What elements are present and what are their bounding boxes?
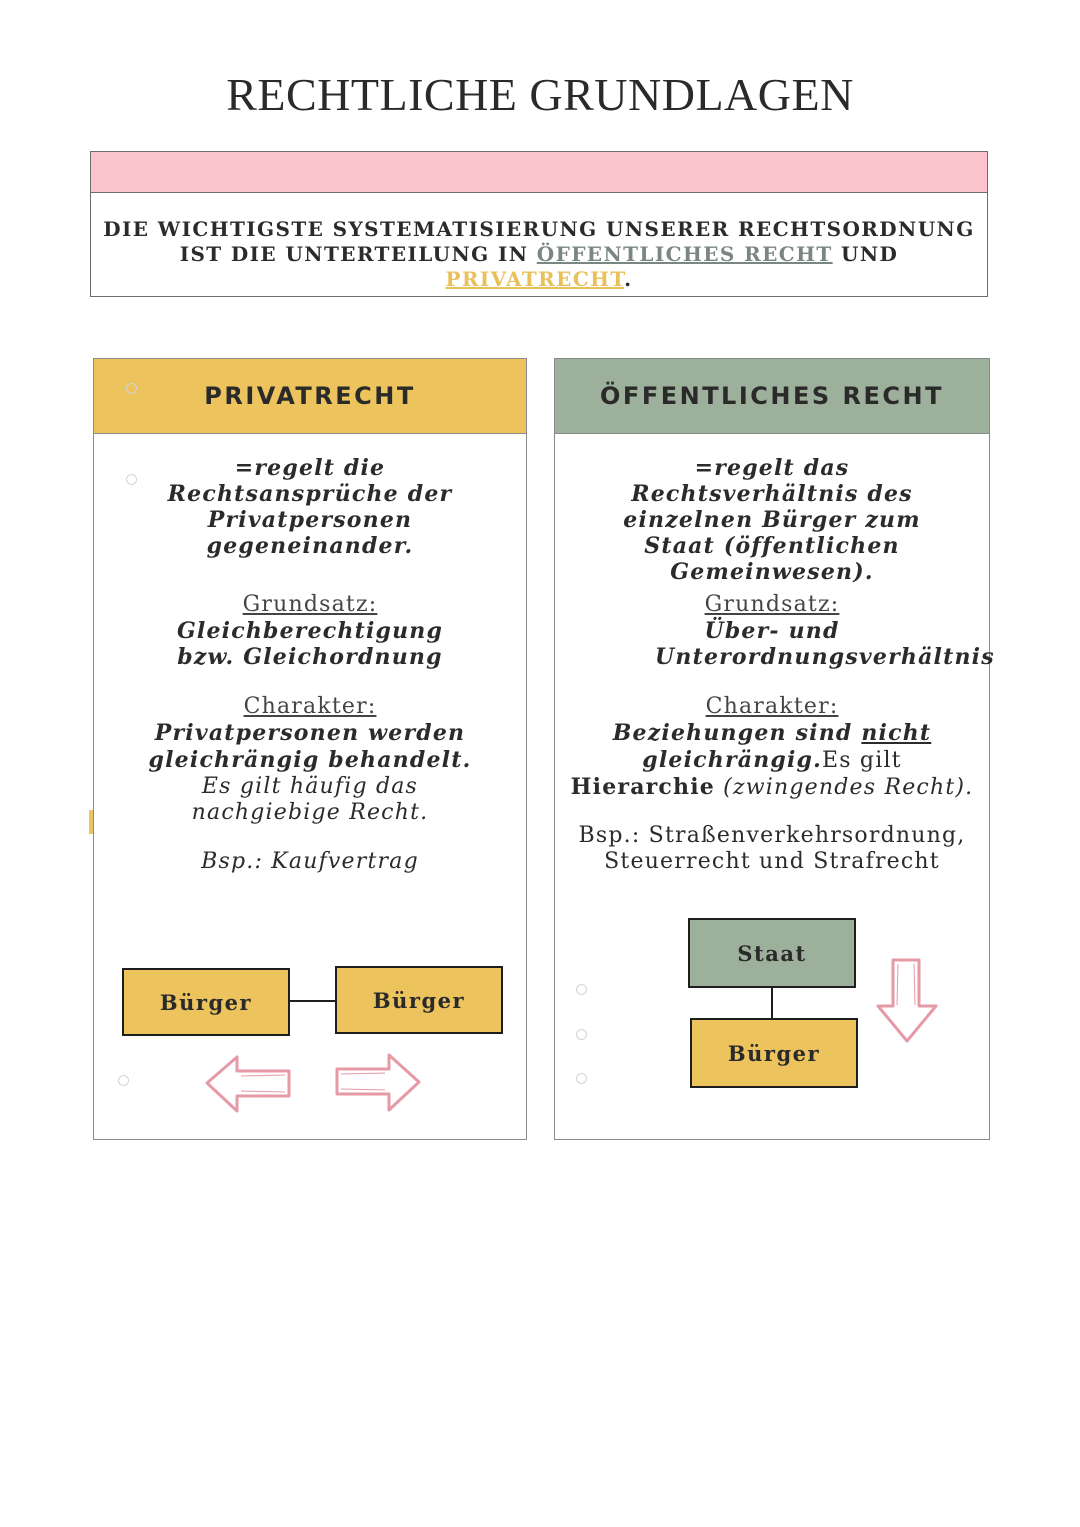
charakter-nicht: nicht [861, 720, 932, 746]
arrow-left-icon [205, 1054, 295, 1114]
privatrecht-beispiel: Bsp.: Kaufvertrag [201, 849, 419, 874]
arrow-down-icon [876, 958, 938, 1044]
page-title: RECHTLICHE GRUNDLAGEN [226, 69, 854, 120]
privatrecht-charakter-label: Charakter: [243, 694, 377, 719]
privatrecht-heading: PRIVATRECHT [94, 359, 526, 434]
charakter-bold-1: Beziehungen sind [612, 720, 862, 746]
node-buerger-right: Bürger [335, 966, 503, 1034]
side-tab-marker [89, 810, 93, 834]
node-buerger-left: Bürger [122, 968, 290, 1036]
link-privatrecht[interactable]: PRIVATRECHT [445, 267, 625, 291]
charakter-hierarchie: Hierarchie [570, 774, 715, 800]
decor-dot [576, 984, 587, 995]
oeffentliches-recht-definition: =regelt das Rechtsverhältnis des einzelnen Bürger zum Staat (öffentlichen Gemeinwesen). [623, 455, 921, 585]
privatrecht-definition: =regelt die Rechtsansprüche der Privatpersonen gegeneinander. [167, 455, 453, 559]
intro-line-1: DIE WICHTIGSTE SYSTEMATISIERUNG UNSERER RECHTSORDNUNG [103, 217, 975, 241]
intro-box [90, 151, 988, 297]
decor-dot [126, 383, 137, 394]
intro-pink-band [91, 152, 987, 193]
decor-dot [576, 1073, 587, 1084]
privatrecht-grundsatz-text: Gleichberechtigung bzw. Gleichordnung [176, 618, 444, 670]
privatrecht-grundsatz-label: Grundsatz: [242, 592, 378, 617]
oeffentliches-recht-charakter-label: Charakter: [705, 694, 839, 719]
node-buerger-bottom: Bürger [690, 1018, 858, 1088]
charakter-mid: Es gilt [821, 748, 902, 773]
intro-line-2: IST DIE UNTERTEILUNG IN [179, 242, 537, 266]
link-oeffentliches-recht[interactable]: ÖFFENTLICHES RECHT [536, 242, 833, 266]
arrow-right-icon [335, 1052, 425, 1112]
intro-text [91, 193, 987, 292]
node-staat: Staat [688, 918, 856, 988]
charakter-bold-2: gleichrängig. [642, 747, 822, 773]
connector-line-horizontal [290, 1000, 335, 1002]
privatrecht-grundsatz [94, 592, 526, 670]
privatrecht-charakter [94, 694, 526, 826]
intro-und: UND [832, 242, 899, 266]
oeffentliches-recht-grundsatz-text: Über- und Unterordnungsverhältnis [655, 618, 995, 670]
oeffentliches-recht-beispiel: Bsp.: Straßenverkehrsordnung, Steuerrecht und Strafrecht [578, 823, 966, 874]
charakter-end: (zwingendes Recht). [714, 775, 974, 800]
oeffentliches-recht-charakter [555, 694, 989, 801]
decor-dot [576, 1029, 587, 1040]
connector-line-vertical [771, 988, 773, 1018]
oeffentliches-recht-grundsatz [555, 592, 995, 670]
intro-end: . [624, 267, 633, 291]
decor-dot [118, 1075, 129, 1086]
privatrecht-charakter-bold: Privatpersonen werden gleichrängig behandelt. [148, 720, 472, 773]
oeffentliches-recht-grundsatz-label: Grundsatz: [704, 592, 840, 617]
decor-dot [126, 474, 137, 485]
privatrecht-charakter-rest: Es gilt häufig das nachgiebige Recht. [191, 774, 429, 825]
oeffentliches-recht-heading: ÖFFENTLICHES RECHT [555, 359, 989, 434]
